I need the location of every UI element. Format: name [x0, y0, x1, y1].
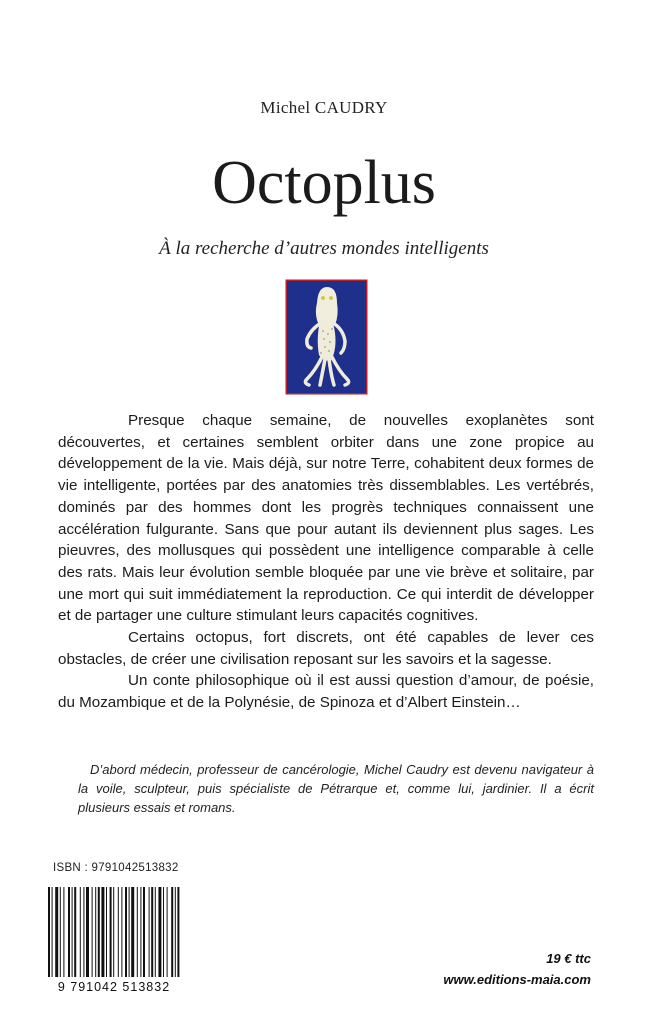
blurb-paragraph: Presque chaque semaine, de nouvelles exoplanètes sont découvertes, et certaines semblent orbiter dans une zone propice au développement de la vie. Mais déjà, sur notre Terre, cohabitent deux formes de vie intelligente, portées par des anatomies très dissemblables. Les vertébrés, dominés par des hommes dont les progrès techniques connaissent une accélération fulgurante. Sans que pour autant ils deviennent plus sages. Les pieuvres, des mollusques qui possèdent une intelligence comparable à celle des rats. Mais leur évolution semble bloquée par une vie brève et solitaire, par une mort qui suit immédiatement la reproduction. Ce qui interdit de développer et de partager une culture stimulant leurs capacités cognitives. — [58, 412, 594, 625]
price-label: 19 € ttc — [546, 951, 591, 966]
author-bio — [78, 760, 594, 817]
barcode-bars — [48, 887, 179, 977]
book-subtitle: À la recherche d’autres mondes intelligents — [159, 238, 489, 259]
isbn-label: ISBN : 9791042513832 — [53, 862, 179, 874]
publisher-website: www.editions-maia.com — [443, 972, 591, 987]
barcode-icon — [44, 885, 184, 995]
blurb-paragraph: Un conte philosophique où il est aussi question d’amour, de poésie, du Mozambique et de la Polynésie, de Spinoza et d’Albert Einstein… — [58, 672, 594, 712]
blurb-paragraph: Certains octopus, fort discrets, ont été capables de lever ces obstacles, de créer une civilisation reposant sur les savoirs et la sagesse. — [58, 629, 594, 668]
octopus-figure-illustration — [287, 281, 366, 393]
author-bio-text: D’abord médecin, professeur de cancérologie, Michel Caudry est devenu navigateur à la voile, sculpteur, puis spécialiste de Pétrarque et, comme lui, jardinier. Il a écrit plusieurs essais et romans. — [78, 762, 594, 815]
back-cover-blurb — [58, 410, 594, 714]
author-name: Michel CAUDRY — [260, 98, 388, 117]
book-title: Octoplus — [212, 149, 436, 217]
cover-illustration — [287, 281, 366, 393]
barcode-digits: 9 791042 513832 — [57, 980, 171, 994]
